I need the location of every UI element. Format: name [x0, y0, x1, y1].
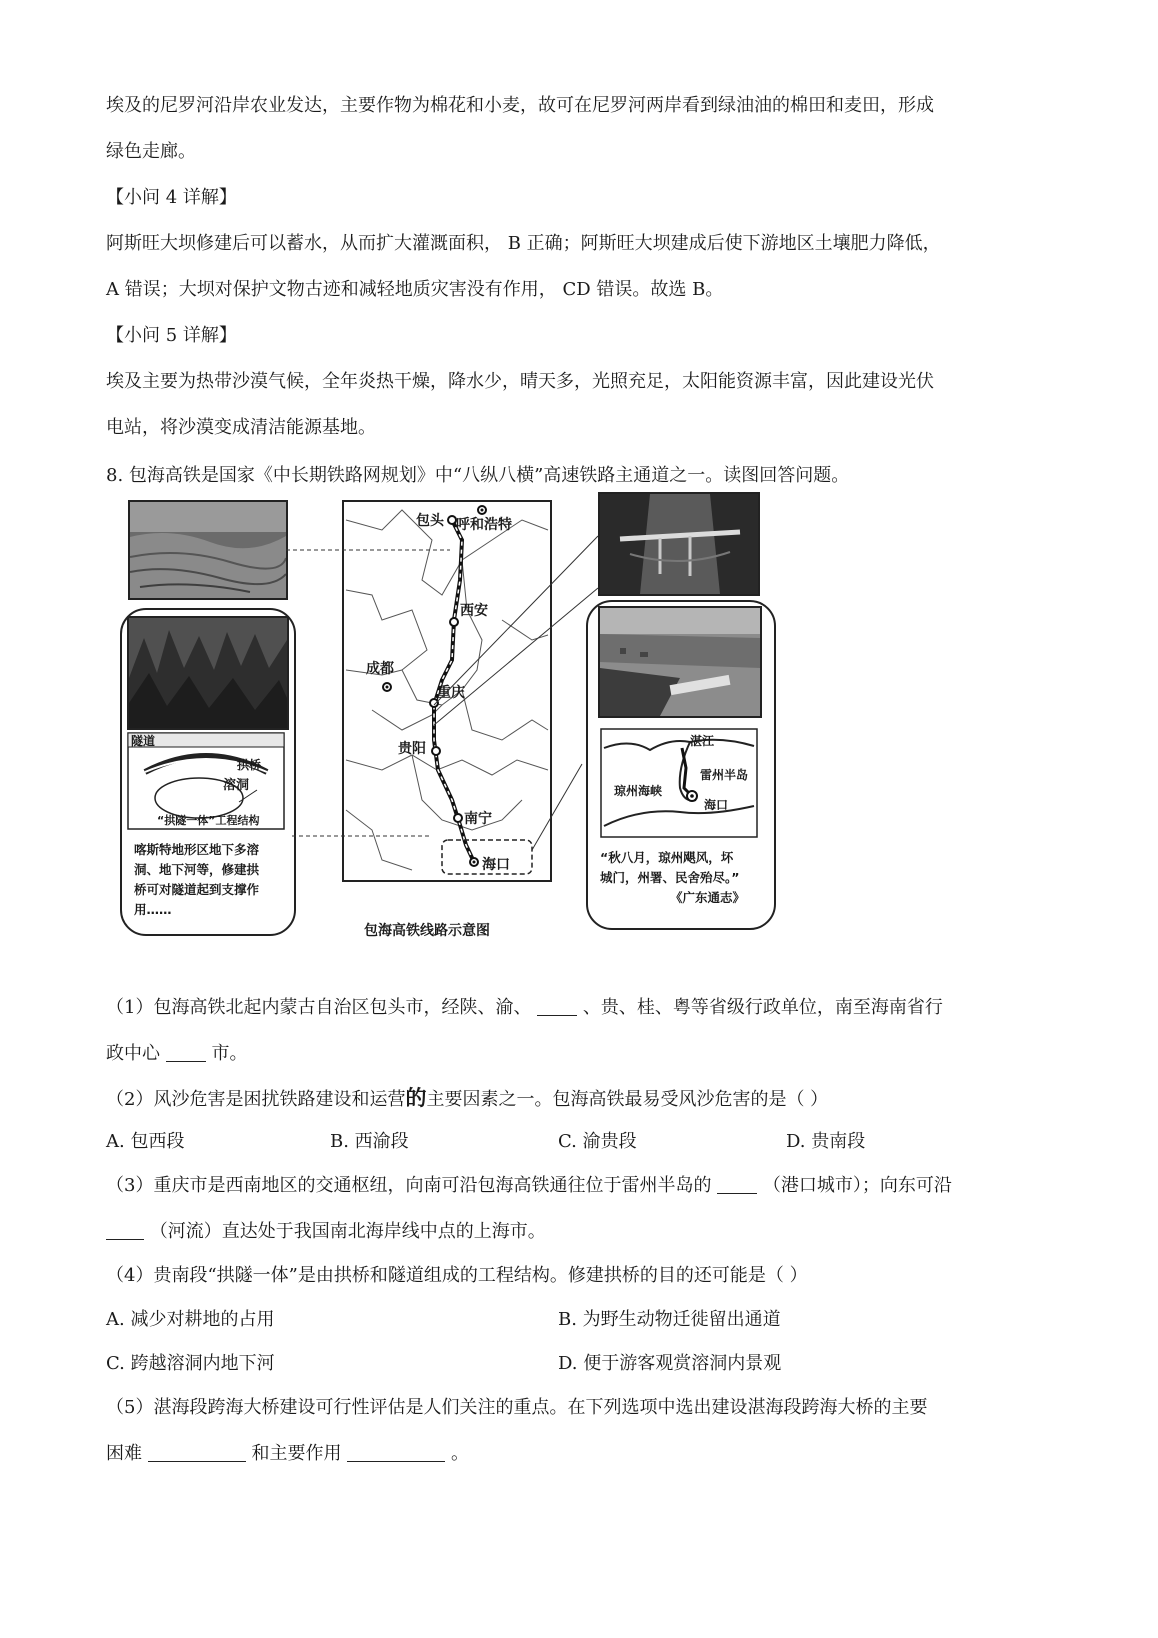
answer-text-line: 阿斯旺大坝修建后可以蓄水，从而扩大灌溉面积， B 正确；阿斯旺大坝建成后使下游地区土壤肥力降低，: [106, 233, 941, 254]
cave-label: 溶洞: [223, 778, 250, 793]
city-label-baotou: 包头: [416, 513, 444, 529]
inset-map: [600, 728, 758, 838]
answer-blank[interactable]: [347, 1443, 445, 1462]
option-a[interactable]: A. 减少对耕地的占用: [106, 1309, 275, 1330]
city-label-chongqing: 重庆: [437, 685, 465, 701]
city-label-haikou: 海口: [482, 857, 510, 873]
question-3-cont: [106, 1220, 546, 1244]
section-heading: 【小问 4 详解】: [106, 187, 237, 208]
answer-blank[interactable]: [537, 997, 577, 1016]
question-4: （4）贵南段“拱隧一体”是由拱桥和隧道组成的工程结构。修建拱桥的目的还可能是（ ）: [106, 1265, 808, 1286]
answer-blank[interactable]: [717, 1175, 757, 1194]
inset-label-zhanjiang: 湛江: [690, 734, 715, 748]
karst-text-line: 用……: [134, 902, 172, 917]
bridge-photo: [598, 492, 760, 596]
inset-label-qiongzhou: 琼州海峡: [614, 784, 663, 798]
question-2: [106, 1086, 828, 1112]
inset-label-haikou: 海口: [704, 798, 729, 812]
answer-blank[interactable]: [166, 1043, 206, 1062]
question-1-text: 政中心: [106, 1043, 160, 1064]
city-label-chengdu: 成都: [366, 661, 394, 677]
inset-label-leizhou: 雷州半岛: [700, 768, 749, 782]
answer-text-line: 绿色走廊。: [106, 141, 196, 162]
port-photo: [598, 606, 762, 718]
question-5-text: 困难: [106, 1443, 142, 1464]
answer-text-line: 电站，将沙漠变成清洁能源基地。: [106, 417, 376, 438]
question-5: （5）湛海段跨海大桥建设可行性评估是人们关注的重点。在下列选项中选出建设湛海段跨海大桥的主要: [106, 1397, 928, 1418]
answer-text-line: A 错误；大坝对保护文物古迹和减轻地质灾害没有作用， CD 错误。故选 B。: [106, 279, 724, 300]
question-8-stem: 8. 包海高铁是国家《中长期铁路网规划》中“八纵八横”高速铁路主通道之一。读图回答问题。: [106, 465, 850, 486]
answer-text-line: 埃及主要为热带沙漠气候，全年炎热干燥，降水少，晴天多，光照充足，太阳能资源丰富，因此建设光伏: [106, 371, 934, 392]
map-title: 包海高铁线路示意图: [364, 923, 490, 939]
karst-text-line: 喀斯特地形区地下多溶: [134, 842, 260, 857]
tunnel-caption: “拱隧一体”工程结构: [157, 814, 260, 827]
answer-blank[interactable]: [148, 1443, 246, 1462]
option-a[interactable]: A. 包西段: [106, 1131, 185, 1152]
question-1-text: 、贵、桂、粤等省级行政单位，南至海南省行: [582, 997, 943, 1018]
option-b[interactable]: B. 为野生动物迁徙留出通道: [558, 1309, 781, 1330]
question-3: [106, 1174, 952, 1198]
option-b[interactable]: B. 西渝段: [330, 1131, 409, 1152]
quote-source: 《广东通志》: [670, 890, 746, 905]
option-c[interactable]: C. 渝贵段: [558, 1131, 637, 1152]
city-label-nanning: 南宁: [464, 811, 492, 827]
tunnel-tag: 隧道: [131, 734, 156, 748]
question-5-cont: [106, 1442, 469, 1466]
question-3-text: （河流）直达处于我国南北海岸线中点的上海市。: [149, 1221, 546, 1242]
answer-text-line: 埃及的尼罗河沿岸农业发达，主要作物为棉花和小麦，故可在尼罗河两岸看到绿油油的棉田和麦田，形成: [106, 95, 934, 116]
option-c[interactable]: C. 跨越溶洞内地下河: [106, 1353, 275, 1374]
answer-blank[interactable]: [106, 1221, 144, 1240]
question-2-text: 的: [405, 1085, 427, 1110]
karst-text-line: 洞、地下河等，修建拱: [134, 862, 260, 877]
city-label-huhehaote: 呼和浩特: [456, 517, 512, 533]
question-3-text: （3）重庆市是西南地区的交通枢纽，向南可沿包海高铁通往位于雷州半岛的: [106, 1175, 712, 1196]
question-1-cont: [106, 1042, 247, 1066]
city-label-xian: 西安: [460, 603, 488, 619]
question-3-text: （港口城市）；向东可沿: [762, 1175, 952, 1196]
quote-line: 城门，州署、民舍殆尽。”: [600, 870, 740, 885]
question-1-text: 市。: [211, 1043, 248, 1064]
karst-text-line: 桥可对隧道起到支撑作: [134, 882, 260, 897]
option-d[interactable]: D. 贵南段: [786, 1131, 866, 1152]
right-figure-panel: [598, 492, 818, 982]
gazetteer-quote: [600, 848, 760, 908]
question-1-text: （1）包海高铁北起内蒙古自治区包头市，经陕、渝、: [106, 997, 532, 1018]
question-2-text: 主要因素之一。包海高铁最易受风沙危害的是（ ）: [426, 1089, 829, 1110]
city-label-guiyang: 贵阳: [398, 741, 426, 757]
option-d[interactable]: D. 便于游客观赏溶洞内景观: [558, 1353, 782, 1374]
quote-line: “秋八月，琼州飓风，坏: [600, 850, 734, 865]
question-5-text: 。: [450, 1443, 469, 1464]
section-heading: 【小问 5 详解】: [106, 325, 237, 346]
question-5-text: 和主要作用: [251, 1443, 342, 1464]
question-2-text: （2）风沙危害是困扰铁路建设和运营: [106, 1089, 406, 1110]
arch-label: 拱桥: [237, 758, 262, 772]
question-1: [106, 996, 943, 1020]
